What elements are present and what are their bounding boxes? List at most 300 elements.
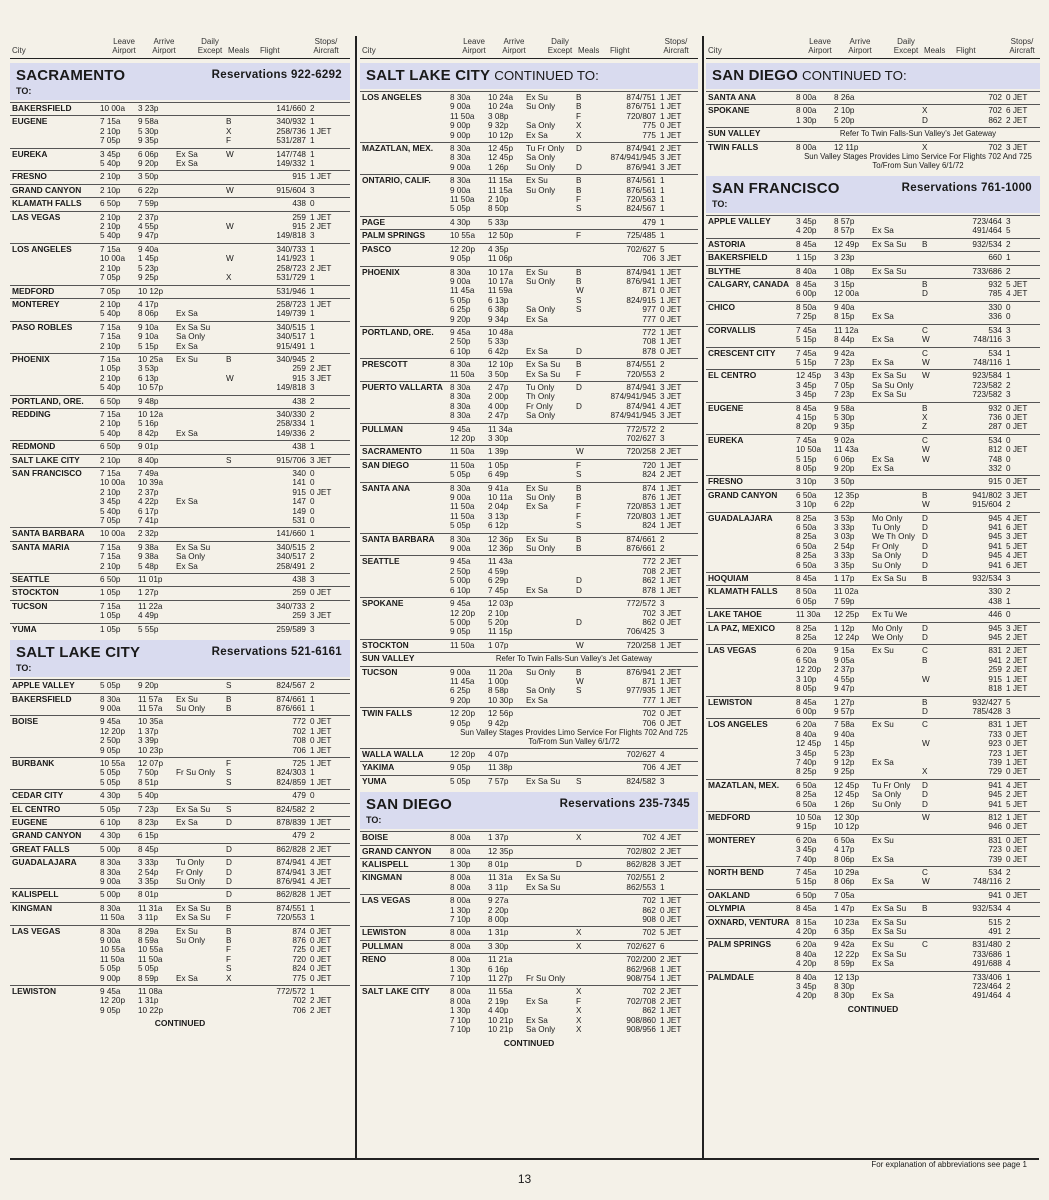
arrive-time: 9 58a xyxy=(138,117,159,127)
days-except: Ex Sa xyxy=(176,341,198,351)
meal-code xyxy=(576,425,586,434)
days-except xyxy=(872,813,922,822)
flight-number: 941 xyxy=(988,655,1002,665)
flight-number: 945 xyxy=(988,513,1002,523)
stops-aircraft: 1 JET xyxy=(660,576,682,586)
header-flight: Flight xyxy=(956,46,976,55)
flight-row xyxy=(100,488,350,497)
days-except: Tu Fr Only xyxy=(872,780,911,790)
destination-name: SEATTLE xyxy=(362,556,400,567)
flight-row xyxy=(100,791,350,800)
service-note: Sun Valley Stages Provides Limo Service For Flights 702 And 725 To/From Sun Valley 6/1/72 xyxy=(460,727,688,746)
destination-name: REDMOND xyxy=(12,441,56,452)
destination-entry xyxy=(10,184,350,197)
days-except: Sa Only xyxy=(176,332,206,342)
stops-aircraft: 3 xyxy=(1006,574,1011,584)
stops-aircraft: 1 xyxy=(660,217,665,227)
flight-rows xyxy=(796,143,1040,170)
arrive-time: 9 38a xyxy=(138,552,159,562)
meal-code: S xyxy=(576,305,582,315)
arrive-time: 1 37p xyxy=(488,833,509,843)
stops-aircraft: 1 xyxy=(310,286,315,296)
leave-time: 6 50a xyxy=(796,523,817,532)
flight-number: 340/515 xyxy=(276,322,306,332)
flight-row xyxy=(100,469,350,478)
flight-rows xyxy=(796,491,1040,510)
days-except: Ex Su xyxy=(526,483,548,493)
flight-row xyxy=(100,383,350,392)
stops-aircraft: 2 xyxy=(310,681,315,691)
meal-code: D xyxy=(576,382,582,392)
stops-aircraft: 1 JET xyxy=(310,726,332,736)
flight-rows xyxy=(100,245,350,283)
arrive-time: 3 23p xyxy=(834,253,855,263)
meal-code: C xyxy=(922,646,928,656)
flight-number: 876 xyxy=(292,936,306,946)
destination-name: GUADALAJARA xyxy=(708,512,773,523)
days-except xyxy=(176,136,226,145)
flight-number: 534 xyxy=(988,348,1002,358)
days-except xyxy=(872,217,922,226)
destination-name: YUMA xyxy=(12,623,37,634)
arrive-time: 6 49p xyxy=(488,470,509,480)
meal-code xyxy=(576,392,586,401)
leave-time: 4 30p xyxy=(450,217,471,227)
flight-row xyxy=(100,1006,350,1015)
arrive-time: 3 35p xyxy=(834,560,855,570)
arrive-time: 6 50a xyxy=(834,835,855,845)
stops-aircraft: 0 JET xyxy=(1006,845,1028,855)
destination-name: PORTLAND, ORE. xyxy=(362,326,434,337)
flight-number: 876/941 xyxy=(626,162,656,172)
meal-code xyxy=(922,390,932,399)
stops-aircraft: 2 JET xyxy=(310,1005,332,1015)
arrive-time: 12 24p xyxy=(834,633,860,643)
flight-number: 258/334 xyxy=(276,419,306,429)
leave-time: 3 45p xyxy=(100,149,121,159)
days-except: Ex Su xyxy=(872,720,894,730)
arrive-time: 5 05p xyxy=(138,964,159,974)
stops-aircraft: 2 xyxy=(660,544,665,554)
meal-code: D xyxy=(576,346,582,356)
stops-aircraft: 0 JET xyxy=(1006,739,1028,749)
meal-code: D xyxy=(576,401,582,411)
arrive-time: 8 06p xyxy=(834,854,855,864)
service-note: Refer To Twin Falls-Sun Valley's Jet Gateway xyxy=(839,129,997,139)
days-except xyxy=(526,709,576,718)
days-except xyxy=(872,684,922,693)
stops-aircraft: 1 JET xyxy=(660,896,682,906)
meal-code: B xyxy=(226,936,232,946)
leave-time: 9 20p xyxy=(450,314,471,324)
flight-rows xyxy=(100,456,350,465)
days-except: Sa Only xyxy=(526,305,556,315)
flight-number: 702 xyxy=(292,996,306,1006)
days-except xyxy=(526,896,576,905)
meal-code: S xyxy=(226,964,232,974)
stops-aircraft: 4 JET xyxy=(310,877,332,886)
destination-name: REDDING xyxy=(12,408,51,419)
meal-code xyxy=(576,719,586,728)
leave-time: 8 45a xyxy=(796,904,817,914)
to-label: TO: xyxy=(16,663,32,674)
arrive-time: 10 12p xyxy=(138,286,164,296)
days-except xyxy=(176,625,226,634)
flight-row xyxy=(796,326,1040,335)
days-except xyxy=(872,106,922,115)
flight-number: 915 xyxy=(292,487,306,497)
days-except xyxy=(176,410,226,419)
flight-number: 479 xyxy=(292,831,306,841)
column-2 xyxy=(360,28,698,1158)
arrive-time: 9 27a xyxy=(488,896,509,906)
flight-row xyxy=(100,727,350,736)
stops-aircraft: 3 xyxy=(1006,390,1011,400)
leave-time: 5 40p xyxy=(100,159,121,169)
flight-row xyxy=(796,371,1040,380)
flight-number: 812 xyxy=(988,445,1002,455)
destination-entry xyxy=(10,829,350,842)
meal-code xyxy=(226,342,236,351)
arrive-time: 1 27p xyxy=(138,588,159,598)
meal-code xyxy=(922,950,932,959)
days-except: Ex Sa Su xyxy=(176,903,211,913)
stops-aircraft: 3 xyxy=(660,627,665,637)
destination-entry xyxy=(10,321,350,353)
arrive-time: 10 22p xyxy=(138,1005,164,1015)
stops-aircraft: 3 xyxy=(310,383,315,393)
arrive-time: 12 50p xyxy=(488,231,514,241)
arrive-time: 11 01p xyxy=(138,575,163,585)
destination-entry xyxy=(706,512,1040,572)
destination-entry xyxy=(10,816,350,829)
meal-code: B xyxy=(576,185,582,195)
leave-time: 8 30a xyxy=(450,176,471,186)
stops-aircraft: 5 xyxy=(1006,697,1011,707)
flight-row xyxy=(796,358,1040,367)
destination-name: OXNARD, VENTURA xyxy=(708,916,790,927)
flight-rows xyxy=(796,720,1040,776)
flight-number: 258/723 xyxy=(276,299,306,309)
arrive-time: 12 25p xyxy=(834,610,860,620)
arrive-time: 5 33p xyxy=(488,337,509,347)
destination-entry xyxy=(10,902,350,925)
days-except xyxy=(872,587,922,596)
destination-entry xyxy=(706,644,1040,695)
leave-time: 6 20a xyxy=(796,720,817,730)
flight-row xyxy=(450,965,698,974)
arrive-time: 12 36p xyxy=(488,544,514,554)
flight-number: 720/553 xyxy=(626,369,656,379)
leave-time: 9 00a xyxy=(450,162,471,172)
destination-entry xyxy=(706,811,1040,834)
flight-row xyxy=(450,883,698,892)
leave-time: 1 30p xyxy=(450,860,471,869)
leave-time: 3 45p xyxy=(796,217,817,227)
arrive-time: 10 25a xyxy=(138,354,164,364)
arrive-time: 8 06p xyxy=(834,877,855,887)
leave-time: 8 40a xyxy=(796,266,817,276)
destination-entry xyxy=(706,889,1040,902)
destination-name: LEWISTON xyxy=(708,696,753,707)
arrive-time: 2 47p xyxy=(488,382,509,392)
meal-code: D xyxy=(576,576,582,586)
flight-row xyxy=(450,121,698,130)
leave-time: 7 10p xyxy=(450,1015,471,1025)
arrive-time: 11 43a xyxy=(834,445,859,455)
destination-entry xyxy=(360,533,698,556)
flight-row xyxy=(100,588,350,597)
meal-code: S xyxy=(226,777,232,787)
stops-aircraft: 5 JET xyxy=(1006,541,1028,551)
leave-time: 3 10p xyxy=(796,500,817,510)
leave-time: 5 05p xyxy=(450,204,471,214)
leave-time: 5 00p xyxy=(450,576,471,586)
stops-aircraft: 3 JET xyxy=(660,411,682,421)
flight-row xyxy=(100,818,350,827)
flight-rows xyxy=(100,397,350,406)
flight-number: 531/287 xyxy=(276,136,306,146)
destination-entry xyxy=(360,358,698,381)
days-except xyxy=(176,469,226,478)
meal-code: W xyxy=(922,500,930,510)
leave-time: 7 05p xyxy=(100,286,121,296)
flight-rows xyxy=(450,847,698,856)
flight-rows xyxy=(796,904,1040,913)
destination-entry xyxy=(706,104,1040,127)
flight-number: 941 xyxy=(988,780,1002,790)
flight-number: 862/828 xyxy=(276,844,306,854)
days-except: Ex Su xyxy=(872,835,894,845)
days-except: Ex Sa Su xyxy=(526,873,561,883)
flight-number: 878/839 xyxy=(276,817,306,827)
destination-name: TUCSON xyxy=(362,666,398,677)
leave-time: 9 00p xyxy=(450,121,471,131)
arrive-time: 1 00p xyxy=(488,676,509,686)
flight-number: 736 xyxy=(988,412,1002,422)
flight-row xyxy=(450,763,698,772)
meal-code: B xyxy=(922,239,928,249)
destination-name: LA PAZ, MEXICO xyxy=(708,622,775,633)
days-except xyxy=(872,491,922,500)
flight-row xyxy=(796,422,1040,431)
flight-rows xyxy=(450,750,698,759)
flight-number: 932/534 xyxy=(972,239,1002,249)
leave-time: 5 05p xyxy=(450,776,471,786)
header-daily: Daily Except xyxy=(547,37,573,55)
flight-rows xyxy=(100,199,350,208)
leave-time: 6 50p xyxy=(796,890,817,900)
flight-row xyxy=(796,561,1040,570)
leave-time: 8 45a xyxy=(796,403,817,413)
arrive-time: 1 27p xyxy=(834,697,855,707)
leave-time: 2 10p xyxy=(100,455,121,465)
destination-name: MEDFORD xyxy=(708,811,751,822)
flight-number: 818 xyxy=(988,684,1002,694)
leave-time: 6 00p xyxy=(796,706,817,716)
days-except xyxy=(176,727,226,736)
stops-aircraft: 3 JET xyxy=(660,608,682,618)
flight-rows xyxy=(100,695,350,714)
stops-aircraft: 1 JET xyxy=(310,212,332,222)
stops-aircraft: 0 JET xyxy=(1006,403,1028,413)
meal-code: B xyxy=(576,493,582,503)
leave-time: 8 20p xyxy=(796,422,817,432)
days-except: Su Only xyxy=(526,667,556,677)
arrive-time: 9 05a xyxy=(834,655,855,665)
meal-code: C xyxy=(922,325,928,335)
leave-time: 11 45a xyxy=(450,676,475,686)
meal-code xyxy=(922,758,932,767)
flight-number: 534 xyxy=(988,868,1002,877)
flight-rows xyxy=(796,404,1040,432)
stops-aircraft: 1 xyxy=(310,768,315,778)
flight-number: 831/480 xyxy=(972,940,1002,950)
flight-number: 824/567 xyxy=(626,204,656,214)
flight-number: 340/517 xyxy=(276,332,306,342)
flight-row xyxy=(796,226,1040,235)
destination-entry xyxy=(360,666,698,708)
flight-number: 915 xyxy=(988,477,1002,487)
stops-aircraft: 4 JET xyxy=(310,858,332,868)
flight-rows xyxy=(450,93,698,140)
days-except: Su Only xyxy=(526,544,556,554)
days-except xyxy=(176,759,226,768)
stops-aircraft: 2 JET xyxy=(1006,115,1028,125)
days-except xyxy=(176,245,226,254)
arrive-time: 9 42a xyxy=(834,940,855,950)
flight-row xyxy=(796,551,1040,560)
destination-entry xyxy=(706,489,1040,512)
meal-code xyxy=(226,309,236,318)
continued-label: CONTINUED TO: xyxy=(801,68,907,83)
flight-number: 874/561 xyxy=(626,176,656,186)
leave-time: 1 30p xyxy=(796,115,817,125)
destination-entry xyxy=(10,715,350,757)
meal-code xyxy=(226,264,236,273)
flight-number: 259 xyxy=(292,588,306,598)
destination-name: SUN VALLEY xyxy=(708,128,761,139)
continued-marker: CONTINUED xyxy=(503,1037,555,1048)
leave-time: 6 00p xyxy=(796,289,817,299)
flight-row xyxy=(100,936,350,945)
destination-name: LOS ANGELES xyxy=(362,92,422,102)
days-except xyxy=(526,425,576,434)
arrive-time: 8 23p xyxy=(138,817,159,827)
days-except xyxy=(872,143,922,152)
days-except xyxy=(176,456,226,465)
destination-name: SANTA BARBARA xyxy=(12,528,85,539)
flight-row xyxy=(796,390,1040,399)
flight-row xyxy=(100,996,350,1005)
stops-aircraft: 4 JET xyxy=(1006,289,1028,299)
destination-entry xyxy=(10,843,350,856)
destination-name: PULLMAN xyxy=(362,940,403,951)
arrive-time: 2 54p xyxy=(834,541,855,551)
flight-number: 340/733 xyxy=(276,244,306,254)
flight-row xyxy=(100,736,350,745)
days-except: Sa Only xyxy=(526,121,556,131)
flight-number: 878 xyxy=(642,346,656,356)
leave-time: 8 30a xyxy=(450,411,471,421)
arrive-time: 6 22p xyxy=(834,500,855,510)
flight-row xyxy=(796,720,1040,729)
meal-code xyxy=(576,434,586,443)
stops-aircraft: 2 xyxy=(310,561,315,571)
flight-row xyxy=(450,484,698,493)
flight-number: 862/968 xyxy=(626,964,656,974)
stops-aircraft: 1 JET xyxy=(660,1025,682,1035)
flight-number: 945 xyxy=(988,633,1002,643)
destination-name: BAKERSFIELD xyxy=(708,252,768,263)
arrive-time: 3 03p xyxy=(834,532,855,542)
destination-name: SPOKANE xyxy=(708,105,750,116)
meal-code xyxy=(226,552,236,561)
flight-rows xyxy=(100,791,350,800)
meal-code xyxy=(576,763,586,772)
flight-number: 874/751 xyxy=(626,93,656,102)
leave-time: 7 05p xyxy=(100,136,121,146)
arrive-time: 9 47p xyxy=(834,684,855,694)
meal-code xyxy=(922,836,932,845)
destination-name: WALLA WALLA xyxy=(362,748,424,759)
leave-time: 8 00a xyxy=(796,142,817,152)
days-except: Ex Sa Su xyxy=(176,804,211,814)
destination-entry xyxy=(10,102,350,115)
meal-code xyxy=(226,104,236,113)
flight-number: 141 xyxy=(292,478,306,488)
flight-rows xyxy=(796,813,1040,832)
arrive-time: 11 38p xyxy=(488,763,513,773)
stops-aircraft: 2 xyxy=(310,354,315,364)
stops-aircraft: 2 JET xyxy=(660,996,682,1006)
leave-time: 8 45a xyxy=(796,280,817,290)
meal-code xyxy=(576,955,586,964)
leave-time: 8 30a xyxy=(450,153,471,163)
flight-row xyxy=(450,144,698,153)
meal-code: F xyxy=(576,460,582,470)
flight-row xyxy=(450,411,698,420)
destination-name: LAKE TAHOE xyxy=(708,609,762,620)
arrive-time: 3 43p xyxy=(834,371,855,381)
meal-code xyxy=(576,906,586,915)
arrive-time: 8 45p xyxy=(138,844,159,854)
flight-row xyxy=(450,402,698,411)
flight-number: 149/739 xyxy=(276,309,306,319)
destination-entry xyxy=(10,285,350,298)
destination-entry xyxy=(706,265,1040,278)
leave-time: 11 50a xyxy=(100,954,125,964)
flight-rows xyxy=(796,303,1040,322)
leave-time: 7 10p xyxy=(450,974,471,984)
leave-time: 8 00a xyxy=(796,106,817,116)
destination-name: TWIN FALLS xyxy=(708,141,759,152)
flight-rows xyxy=(450,942,698,951)
flight-row xyxy=(450,176,698,185)
column-header xyxy=(706,28,1040,59)
leave-time: 8 40a xyxy=(796,949,817,959)
leave-time: 9 45a xyxy=(450,599,471,609)
stops-aircraft: 6 JET xyxy=(1006,106,1028,116)
days-except xyxy=(872,730,922,739)
stops-aircraft: 0 xyxy=(310,478,315,488)
meal-code: D xyxy=(922,289,928,299)
days-except: Sa Only xyxy=(176,552,206,562)
flight-row xyxy=(100,845,350,854)
flight-row xyxy=(450,677,698,686)
leave-time: 8 05p xyxy=(796,463,817,473)
leave-time: 2 10p xyxy=(100,172,121,182)
